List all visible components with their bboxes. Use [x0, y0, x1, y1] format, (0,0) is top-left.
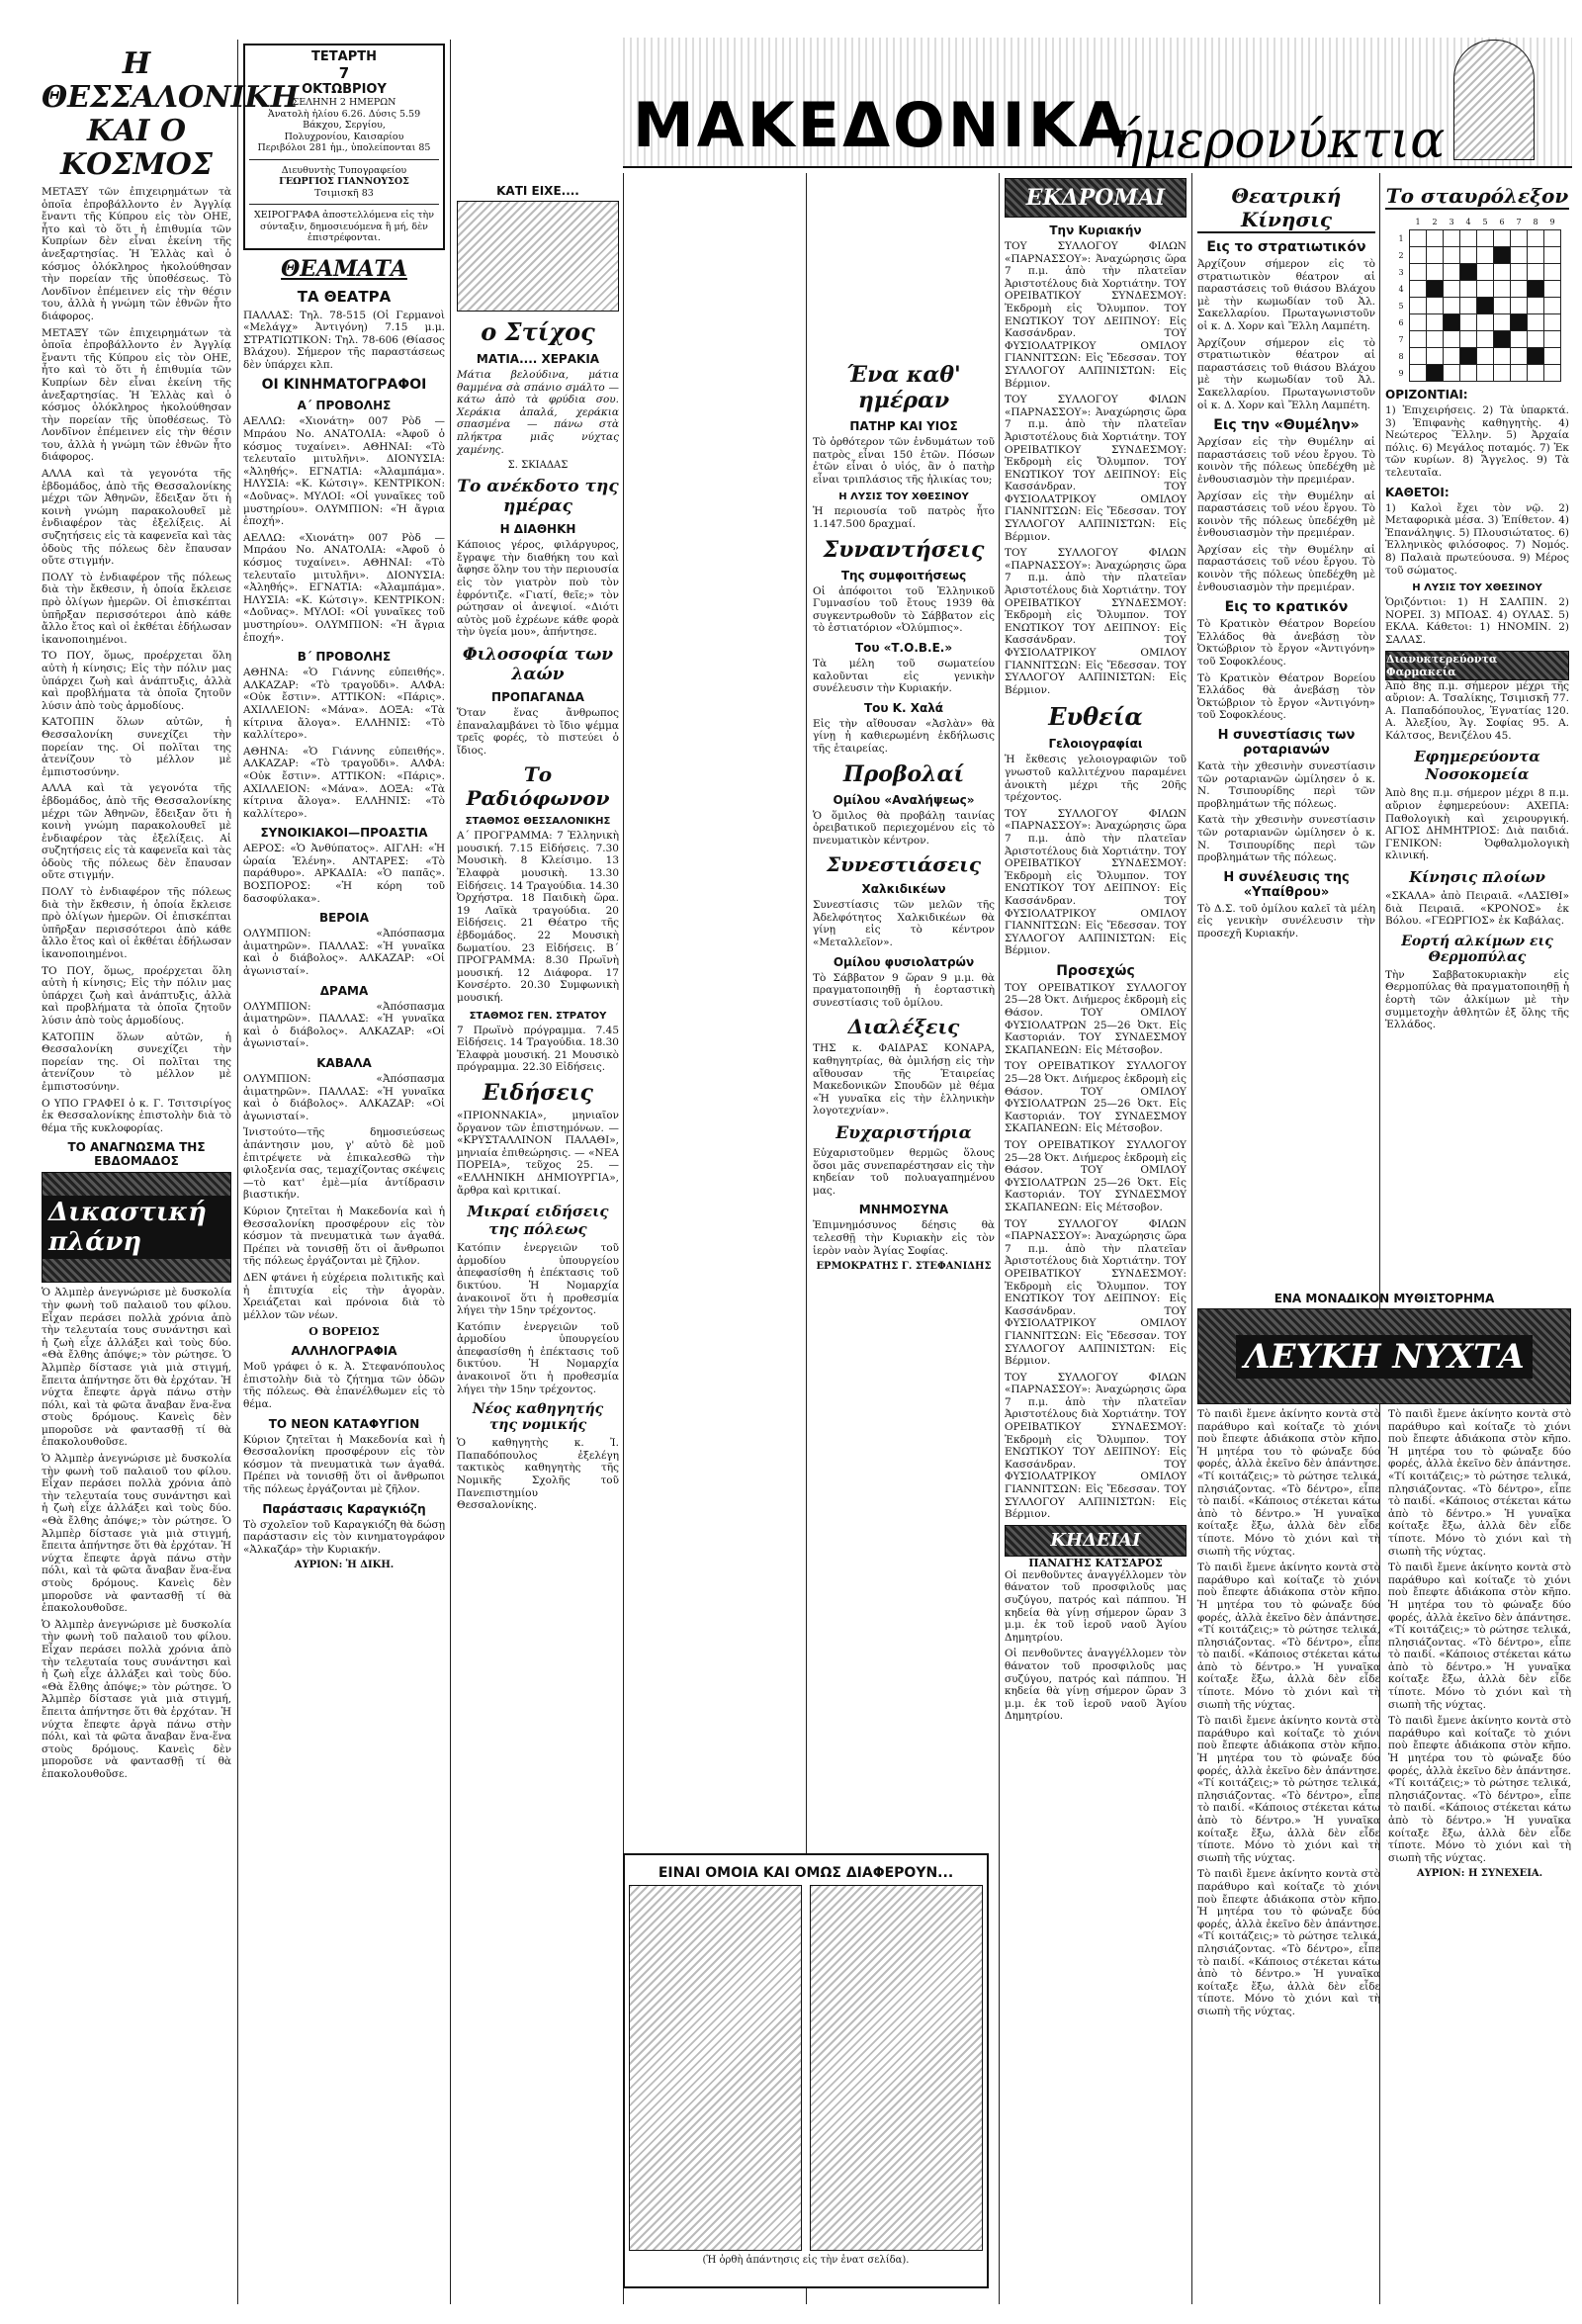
column-rule [237, 40, 238, 2304]
crossword-title: Το σταυρόλεξον [1385, 184, 1569, 208]
radio-text: Α΄ ΠΡΟΓΡΑΜΜΑ: 7 Ἑλληνικὴ μουσική. 7.15 Εἰδήσεις. 7.30 Μουσικὴ. 8 Κλείσιμο. 13 Ἐλαφρὰ μουσικὴ. 13.30 Εἰδήσεις. 14 Τραγούδια. 14.30 Ὀρχήστρα. 18 Παιδικὴ ὥρα. 19 Λαϊκὰ τραγούδια. 20 Εἰδήσεις. 21 Θέατρο τῆς ἐβδομάδος. 22 Μουσικὴ δωματίου. 23 Εἰδήσεις. Β΄ ΠΡΟΓΡΑΜΜΑ: 8.30 Πρωϊνὴ μουσική. 12 Διάφορα. 17 Κονσέρτο. 20.30 Συμφωνικὴ μουσική. [457, 830, 619, 1004]
theatres-heading: ΤΑ ΘΕΑΤΡΑ [297, 287, 392, 306]
spot-difference-box [623, 1853, 989, 2288]
military-theatre-heading: Εις το στρατιωτικόν [1206, 239, 1366, 255]
article-paragraph: Κύριον ζητεῖται ἡ Μακεδονία καὶ ἡ Θεσσαλονίκη προσφέρουν εἰς τὸν κόσμον τὰ πνευματικὰ των ἀγαθά. Πρέπει νὰ τονισθῇ ὅτι οἱ ἄνθρωποι τῆς πόλεως ἐργάζονται μὲ ζῆλον. [243, 1433, 445, 1496]
grid-cell[interactable] [1528, 331, 1544, 348]
grid-col-number: 1 [1415, 217, 1421, 226]
second-run-text: ΑΘΗΝΑ: «Ὁ Γιάννης εὐπειθής». ΑΛΚΑΖΑΡ: «Τὸ τραγοῦδι». ΑΛΦΑ: «Οὐκ ἔστιν». ΑΤΤΙΚΟΝ: «Πάρις». ΑΧΙΛΛΕΙΟΝ: «Μάνα». ΔΟΞΑ: «Τὰ κίτρινα ἄλογα». ΕΛΛΗΝΙΣ: «Τὸ καλλίτερο». [243, 667, 445, 742]
date-box [243, 44, 445, 250]
dinner-text: Τὸ Σάββατον 9 ὥραν 9 μ.μ. θὰ πραγματοποιηθῇ ἡ ἑορταστικὴ συνεστίασις τοῦ ὁμίλου. [813, 971, 995, 1009]
news-text: «ΠΡΙΟΝΝΑΚΙΑ», μηνιαῖον ὄργανον τῶν ἐπιστημόνων. — «ΚΡΥΣΤΑΛΛΙΝΟΝ ΠΑΛΑΘΙ», μηνιαία ἐπιθεώρησις. — «ΝΕΑ ΠΟΡΕΙΑ», τεῦχος 25. — «ΕΛΛΗΝΙΚΗ ΔΗΜΙΟΥΡΓΙΑ», ἄρθρα καὶ κριτικαί. [457, 1109, 619, 1197]
first-run-text: ΑΕΛΛΩ: «Χιονάτη» 007 Ρὸδ — Μπράου Νο. ΑΝΑΤΟΛΙΑ: «Ἀφοῦ ὁ κόσμος τυχαίνει». ΑΘΗΝΑΙ: «Τὸ τελευταῖο μιτυλῆνι». ΔΙΟΝΥΣΙΑ: «Ἀληθής». ΕΓΝΑΤΙΑ: «Ἀλαμπάμα». ΗΛΥΣΙΑ: «Κ. Κώτσιγ». ΚΕΝΤΡΙΚΟΝ: «Δοῦνας». ΜΥΛΟΙ: «Οἱ γυναῖκες τοῦ μυστηρίου». ΟΛΥΜΠΙΟΝ: «Ἡ ἄγρια ἐποχή». [243, 531, 445, 644]
serial-heading: ΤΟ ΑΝΑΓΝΩΣΜΑ ΤΗΣ ΕΒΔΟΜΑΔΟΣ [67, 1140, 206, 1169]
serial-text: Ὁ Ἀλμπὲρ ἀνεγνώρισε μὲ δυσκολία τὴν φωνὴ τοῦ παλαιοῦ του φίλου. Εἶχαν περάσει πολλὰ χρόνια ἀπὸ τὴν τελευταία τους συνάντησι καὶ ἡ ζωὴ εἶχε ἀλλάξει καὶ τοὺς δύο. «Θὰ ἔλθης ἀπόψε;» τὸν ρώτησε. Ὁ Ἀλμπὲρ δίστασε γιὰ μιὰ στιγμή, ἔπειτα ἀπήντησε ὅτι θὰ ἐρχόταν. Ἡ νύχτα ἔπεφτε ἀργὰ πάνω στὴν πόλι, καὶ τὰ φῶτα ἄναβαν ἕνα-ἕνα στοὺς δρόμους. Κανεὶς δὲν μποροῦσε νὰ φαντασθῇ τί θὰ ἐπακολουθοῦσε. [42, 1453, 231, 1615]
rotary-text: Κατὰ τὴν χθεσινὴν συνεστίασιν τῶν ροταριανῶν ὡμίλησεν ὁ κ. Ν. Τσιπουρίδης περὶ τῶν προβλημάτων τῆς πόλεως. [1197, 760, 1375, 810]
almanac-line: Ἀνατολὴ ἡλίου 6.26. Δύσις 5.59 [267, 108, 421, 120]
province-text: ΟΛΥΜΠΙΟΝ: «Ἀπόσπασμα ἀιματηρῶν». ΠΑΛΛΑΣ: «Ἡ γυναῖκα καὶ ὁ διάβολος». ΑΛΚΑΖΑΡ: «Οἱ ἀγωνισταί». [243, 1000, 445, 1050]
novel-text: Τὸ παιδὶ ἔμενε ἀκίνητο κοντὰ στὸ παράθυρο καὶ κοίταζε τὸ χιόνι ποὺ ἔπεφτε ἀδιάκοπα στὸν κῆπο. Ἡ μητέρα του τὸ φώναξε δύο φορές, ἀλλὰ ἐκεῖνο δὲν ἀπάντησε. «Τί κοιτάζεις;» τὸ ρώτησε τελικά, πλησιάζοντας. «Τὸ δέντρο», εἶπε τὸ παιδί. «Κάποιος στέκεται κάτω ἀπὸ τὸ δέντρο.» Ἡ γυναῖκα κοίταξε ἔξω, ἀλλὰ δὲν εἶδε τίποτε. Μόνο τὸ χιόνι καὶ τὴ σιωπὴ τῆς νύχτας. [1197, 1868, 1380, 2017]
novel-text: Τὸ παιδὶ ἔμενε ἀκίνητο κοντὰ στὸ παράθυρο καὶ κοίταζε τὸ χιόνι ποὺ ἔπεφτε ἀδιάκοπα στὸν κῆπο. Ἡ μητέρα του τὸ φώναξε δύο φορές, ἀλλὰ ἐκεῖνο δὲν ἀπάντησε. «Τί κοιτάζεις;» τὸ ρώτησε τελικά, πλησιάζοντας. «Τὸ δέντρο», εἶπε τὸ παιδί. «Κάποιος στέκεται κάτω ἀπὸ τὸ δέντρο.» Ἡ γυναῖκα κοίταξε ἔξω, ἀλλὰ δὲν εἶδε τίποτε. Μόνο τὸ χιόνι καὶ τὴ σιωπὴ τῆς νύχτας. [1197, 1562, 1380, 1711]
caricatures-heading: Γελοιογραφίαι [1048, 737, 1143, 752]
signature: Ο ΒΟΡΕΙΟΣ [308, 1325, 380, 1339]
grid-row-number: 9 [1398, 368, 1404, 378]
excursions-text: ΤΟΥ ΣΥΛΛΟΓΟΥ ΦΙΛΩΝ «ΠΑΡΝΑΣΣΟΥ»: Ἀναχώρησις ὥρα 7 π.μ. ἀπὸ τὴν πλατεῖαν Ἀριστοτέλους διὰ Χορτιάτην. ΤΟΥ ΟΡΕΙΒΑΤΙΚΟΥ ΣΥΝΔΕΣΜΟΥ: Ἐκδρομὴ εἰς Ὄλυμπον. ΤΟΥ ΕΝΩΤΙΚΟΥ ΤΟΥ ΔΕΙΠΝΟΥ: Εἰς Κασσάνδραν. ΤΟΥ ΦΥΣΙΟΛΑΤΡΙΚΟΥ ΟΜΙΛΟΥ ΓΙΑΝΝΙΤΣΩΝ: Εἰς Ἔδεσσαν. ΤΟΥ ΣΥΛΛΟΓΟΥ ΑΛΠΙΝΙΣΤΩΝ: Εἰς Βέρμιον. [1005, 240, 1186, 390]
daily-text: Τὸ ὀρθότερον τῶν ἐνδυμάτων τοῦ πατρὸς εἶναι 150 ἐτῶν. Πόσων ἐτῶν εἶναι ὁ υἱός, ἂν ὁ πατὴρ εἶναι τριπλάσιος τῆς ἡλικίας του; [813, 436, 995, 486]
grid-cell[interactable] [1410, 264, 1427, 281]
verse-title: ο Στίχος [481, 317, 595, 346]
grid-cell[interactable] [1444, 365, 1460, 382]
veria-heading: ΒΕΡΟΙΑ [318, 911, 370, 926]
excursions-text: ΤΟΥ ΣΥΛΛΟΓΟΥ ΦΙΛΩΝ «ΠΑΡΝΑΣΣΟΥ»: Ἀναχώρησις ὥρα 7 π.μ. ἀπὸ τὴν πλατεῖαν Ἀριστοτέλους διὰ Χορτιάτην. ΤΟΥ ΟΡΕΙΒΑΤΙΚΟΥ ΣΥΝΔΕΣΜΟΥ: Ἐκδρομὴ εἰς Ὄλυμπον. ΤΟΥ ΕΝΩΤΙΚΟΥ ΤΟΥ ΔΕΙΠΝΟΥ: Εἰς Κασσάνδραν. ΤΟΥ ΦΥΣΙΟΛΑΤΡΙΚΟΥ ΟΜΙΛΟΥ ΓΙΑΝΝΙΤΣΩΝ: Εἰς Ἔδεσσαν. ΤΟΥ ΣΥΛΛΟΓΟΥ ΑΛΠΙΝΙΣΤΩΝ: Εἰς Βέρμιον. [1005, 1371, 1186, 1521]
daily-subtitle: ΠΑΤΗΡ ΚΑΙ ΥΙΟΣ [849, 419, 958, 433]
screening-text: Ὁ ὅμιλος θὰ προβάλῃ ταινίας ὀρειβατικοῦ περιεχομένου εἰς τὸ πνευματικὸν κέντρον. [813, 809, 995, 847]
dinner-heading: Χαλκιδικέων [861, 882, 946, 897]
typo-line: ΓΕΩΡΓΙΟΣ ΓΙΑΝΝΟΥΣΟΣ [279, 176, 409, 187]
lecture-text: ΤΗΣ κ. ΦΑΙΔΡΑΣ ΚΟΝΑΡΑ, καθηγητρίας, θὰ ὁμιλήσῃ εἰς τὴν αἴθουσαν τῆς Ἑταιρείας Μακεδονικῶν Σπουδῶν μὲ θέμα «Ἡ γυναῖκα εἰς τὴν ἑλληνικὴν λογοτεχνίαν». [813, 1042, 995, 1117]
second-run-text: ΑΘΗΝΑ: «Ὁ Γιάννης εὐπειθής». ΑΛΚΑΖΑΡ: «Τὸ τραγοῦδι». ΑΛΦΑ: «Οὐκ ἔστιν». ΑΤΤΙΚΟΝ: «Πάρις». ΑΧΙΛΛΕΙΟΝ: «Μάνα». ΔΟΞΑ: «Τὰ κίτρινα ἄλογα». ΕΛΛΗΝΙΣ: «Τὸ καλλίτερο». [243, 745, 445, 820]
grid-row-number: 4 [1398, 284, 1404, 294]
grid-cell[interactable] [1544, 331, 1561, 348]
article-paragraph: ΑΛΛΑ καὶ τὰ γεγονότα τῆς ἑβδομάδος, ἀπὸ τῆς Θεσσαλονίκης μέχρι τῶν Ἀθηνῶν, ἔδειξαν ὅτι ἡ κοινὴ γνώμη παρακολουθεῖ μὲ ἐνδιαφέρον τὰς ἐξελίξεις. Αἱ συζητήσεις εἰς τὰ καφενεῖα καὶ τὰς ὁδοὺς τῆς πόλεως δὲν ἔπαυσαν οὔτε στιγμήν. [42, 782, 231, 882]
dinners-title: Συνεστιάσεις [826, 852, 982, 877]
military-theatre-text: Ἀρχίζουν σήμερον εἰς τὸ στρατιωτικὸν θέατρον αἱ παραστάσεις τοῦ θιάσου Βλάχου μὲ τὴν κωμωδίαν τοῦ Ἀλ. Σακελλαρίου. Πρωταγωνιστοῦν οἱ κ. Δ. Χορν καὶ Ἔλλη Λαμπέτη. [1197, 258, 1375, 332]
grid-cell[interactable] [1427, 281, 1444, 298]
section-banner-script: ήμερονύκτια [1112, 111, 1446, 170]
down-clues: 1) Καλοὶ ἔχει τὸν νῷ. 2) Μεταφορικὰ μέσα. 3) Ἐπίθετον. 4) Ἐπανάληψις. 5) Πλουσιώτατος. 6) Ἑλληνικὸς φιλόσοφος. 7) Νομός. 8) Παλαιὰ πρωτεύουσα. 9) Μέρος τοῦ σώματος. [1385, 501, 1569, 577]
grid-cell[interactable] [1410, 348, 1427, 365]
thymeli-heading: Εις την «Θυμέλην» [1213, 417, 1360, 434]
grid-cell[interactable] [1444, 314, 1460, 331]
grid-col-number: 9 [1549, 217, 1555, 226]
across-heading: ΟΡΙΖΟΝΤΙΑΙ: [1385, 388, 1468, 402]
grid-cell[interactable] [1511, 314, 1528, 331]
funeral-text: Οἱ πενθοῦντες ἀναγγέλλομεν τὸν θάνατον τοῦ προσφιλοῦς μας συζύγου, πατρός καὶ πάππου. Ἡ κηδεία θὰ γίνῃ σήμερον ὥραν 3 μ.μ. ἐκ τοῦ ἱεροῦ ναοῦ Ἁγίου Δημητρίου. [1005, 1648, 1186, 1723]
manuscripts-note: ΧΕΙΡΟΓΡΑΦΑ ἀποστελλόμενα εἰς τὴν σύνταξιν, δημοσιευόμενα ἢ μή, δὲν ἐπιστρέφονται. [254, 210, 434, 243]
first-run-heading: Α΄ ΠΡΟΒΟΛΗΣ [297, 399, 392, 413]
upcoming-heading: Προσεχώς [1056, 962, 1135, 979]
serial-title-art [42, 1172, 231, 1283]
puzzle-image-right [810, 1885, 983, 2251]
excursions-text: ΤΟΥ ΣΥΛΛΟΓΟΥ ΦΙΛΩΝ «ΠΑΡΝΑΣΣΟΥ»: Ἀναχώρησις ὥρα 7 π.μ. ἀπὸ τὴν πλατεῖαν Ἀριστοτέλους διὰ Χορτιάτην. ΤΟΥ ΟΡΕΙΒΑΤΙΚΟΥ ΣΥΝΔΕΣΜΟΥ: Ἐκδρομὴ εἰς Ὄλυμπον. ΤΟΥ ΕΝΩΤΙΚΟΥ ΤΟΥ ΔΕΙΠΝΟΥ: Εἰς Κασσάνδραν. ΤΟΥ ΦΥΣΙΟΛΑΤΡΙΚΟΥ ΟΜΙΛΟΥ ΓΙΑΝΝΙΤΣΩΝ: Εἰς Ἔδεσσαν. ΤΟΥ ΣΥΛΛΟΓΟΥ ΑΛΠΙΝΙΣΤΩΝ: Εἰς Βέρμιον. [1005, 547, 1186, 696]
grid-cell[interactable] [1544, 264, 1561, 281]
solution-text: Ἡ περιουσία τοῦ πατρὸς ἦτο 1.147.500 δραχμαί. [813, 505, 995, 530]
philosophy-subtitle: ΠΡΟΠΑΓΑΝΔΑ [491, 689, 584, 704]
theatres-text: ΠΑΛΛΑΣ: Τηλ. 78-515 (Οἱ Γερμανοὶ «Μελάγχ» Ἀντιγόνη) 7.15 μ.μ. ΣΤΡΑΤΙΩΤΙΚΟΝ: Τηλ. 78-606 (Θίασος Βλάχου). Σήμερον τῆς παραστάσεως δὲν ὑπάρχει κλπ. [243, 309, 445, 371]
column-thessaloniki [42, 40, 299, 2304]
crossword-solution-heading: Η ΛΥΣΙΣ ΤΟΥ ΧΘΕΣΙΝΟΥ [1412, 582, 1542, 594]
novel-sign: ΑΥΡΙΟΝ: Η ΣΥΝΕΧΕΙΑ. [1416, 1868, 1543, 1880]
grid-cell[interactable] [1460, 298, 1477, 314]
shows-heading: ΘΕΑΜΑΤΑ [281, 255, 407, 282]
state-theatre-text: Τὸ Κρατικὸν Θέατρον Βορείου Ἑλλάδος θὰ ἀνεβάσῃ τὸν Ὀκτώβριον τὸ ἔργον «Ἀντιγόνη» τοῦ Σοφοκλέους. [1197, 671, 1375, 722]
suburbs-text: ΑΕΡΟΣ: «Ὁ Ἀνθύπατος». ΑΙΓΛΗ: «Ἡ ὡραία Ἑλένη». ΑΝΤΑΡΕΣ: «Τὸ παράθυρο». ΑΡΚΑΔΙΑ: «Ὁ παπᾶς». ΒΟΣΠΟΡΟΣ: «Ἡ κόρη τοῦ δασοφύλακα». [243, 843, 445, 905]
date-day: ΤΕΤΑΡΤΗ [311, 49, 377, 64]
grid-col-number: 4 [1465, 217, 1471, 226]
rotary-text: Κατὰ τὴν χθεσινὴν συνεστίασιν τῶν ροταριανῶν ὡμίλησεν ὁ κ. Ν. Τσιπουρίδης περὶ τῶν προβλημάτων τῆς πόλεως. [1197, 814, 1375, 864]
grid-cell[interactable] [1444, 247, 1460, 264]
state-theatre-heading: Εις το κρατικόν [1224, 599, 1349, 616]
grid-col-number: 6 [1499, 217, 1505, 226]
grid-cell[interactable] [1477, 264, 1494, 281]
grid-cell[interactable] [1460, 365, 1477, 382]
article-paragraph: ΚΑΤΟΠΙΝ ὅλων αὐτῶν, ἡ Θεσσαλονίκη συνεχίζει τὴν πορείαν της. Οἱ πολῖται της ἀτενίζουν τὸ μέλλον μὲ ἐμπιστοσύνην. [42, 716, 231, 778]
crossword-grid [1393, 214, 1561, 382]
down-heading: ΚΑΘΕΤΟΙ: [1385, 485, 1450, 499]
grid-cell[interactable] [1444, 230, 1460, 247]
meeting-text: Τὰ μέλη τοῦ σωματείου καλοῦνται εἰς γενικὴν συνέλευσιν τὴν Κυριακήν. [813, 657, 995, 695]
army-station-heading: ΣΤΑΘΜΟΣ ΓΕΝ. ΣΤΡΑΤΟΥ [469, 1010, 607, 1022]
grid-cell[interactable] [1427, 298, 1444, 314]
column-excursions [1005, 178, 1186, 2304]
grid-cell[interactable] [1528, 365, 1544, 382]
serial-sign: ΑΥΡΙΟΝ: Ἡ ΔΙΚΗ. [294, 1560, 395, 1571]
upcoming-text: ΤΟΥ ΟΡΕΙΒΑΤΙΚΟΥ ΣΥΛΛΟΓΟΥ 25—28 Ὀκτ. Διήμερος ἐκδρομὴ εἰς Θάσον. ΤΟΥ ΟΜΙΛΟΥ ΦΥΣΙΟΛΑΤΡΩΝ 25—26 Ὀκτ. Εἰς Καστοριάν. ΤΟΥ ΣΥΝΔΕΣΜΟΥ ΣΚΑΠΑΝΕΩΝ: Εἰς Μέτσοβον. [1005, 1139, 1186, 1213]
almanac-line: Περιβόλοι 281 ἡμ., ὑπολείπονται 85 [257, 142, 431, 153]
divider [249, 159, 439, 160]
grid-cell[interactable] [1528, 230, 1544, 247]
pharmacies-title: Διανυκτερεύοντα Φαρμακεία [1386, 652, 1498, 678]
grid-cell[interactable] [1427, 348, 1444, 365]
meeting-text: Εἰς τὴν αἴθουσαν «Ἀσλὰν» θὰ γίνῃ ἡ καθιερωμένη ἐκδήλωσις τῆς ἑταιρείας. [813, 717, 995, 755]
grid-cell[interactable] [1477, 348, 1494, 365]
state-theatre-text: Τὸ Κρατικὸν Θέατρον Βορείου Ἑλλάδος θὰ ἀνεβάσῃ τὸν Ὀκτώβριον τὸ ἔργον «Ἀντιγόνη» τοῦ Σοφοκλέους. [1197, 618, 1375, 669]
thymeli-text: Ἀρχίσαν εἰς τὴν Θυμέλην αἱ παραστάσεις τοῦ νέου ἔργου. Τὸ κοινὸν τῆς πόλεως ὑπεδέχθη μὲ ἐνθουσιασμὸν τὴν πρεμιέραν. [1197, 543, 1375, 593]
memorial-name: ΕΡΜΟΚΡΑΤΗΣ Γ. ΣΤΕΦΑΝΙΔΗΣ [816, 1261, 992, 1273]
philosophy-title: Φιλοσοφία των λαών [462, 644, 614, 684]
military-theatre-text: Ἀρχίζουν σήμερον εἰς τὸ στρατιωτικὸν θέατρον αἱ παραστάσεις τοῦ θιάσου Βλάχου μὲ τὴν κωμωδίαν τοῦ Ἀλ. Σακελλαρίου. Πρωταγωνιστοῦν οἱ κ. Δ. Χορν καὶ Ἔλλη Λαμπέτη. [1197, 336, 1375, 411]
article-paragraph: ΤΟ ΠΟΥ, ὅμως, προέρχεται ὅλη αὐτὴ ἡ κίνησις; Εἰς τὴν πόλιν μας ὑπάρχει ζωὴ καὶ ἀνάπτυξις, ἀλλὰ καὶ προβλήματα τὰ ὁποῖα ζητοῦν λύσιν ἀπὸ τοὺς ἁρμοδίους. [42, 964, 231, 1027]
ships-text: «ΣΚΑΛΑ» ἀπὸ Πειραιᾶ. «ΛΑΣΙΘΙ» διὰ Πειραιᾶ. «ΚΡΟΝΟΣ» ἐκ Βόλου. «ΓΕΩΡΓΙΟΣ» ἐκ Καβάλας. [1385, 890, 1569, 928]
grid-cell[interactable] [1477, 298, 1494, 314]
screening-heading: Ομίλου «Αναλήψεως» [833, 792, 975, 807]
grid-cell[interactable] [1494, 230, 1511, 247]
grid-cell[interactable] [1460, 247, 1477, 264]
column-date-and-shows [243, 40, 445, 2304]
grid-cell[interactable] [1511, 331, 1528, 348]
ypaithros-text: Τὸ Δ.Σ. τοῦ ὁμίλου καλεῖ τὰ μέλη εἰς γενικὴν συνέλευσιν τὴν προσεχῆ Κυριακήν. [1197, 902, 1375, 939]
article-paragraph: ΔΕΝ φτάνει ἡ εὐχέρεια πολιτικῆς καὶ ἡ ἐπιτυχία εἰς τὴν ἀγορὰν. Χρειάζεται καὶ πρόνοια διὰ τὸ μέλλον τῶν νέων. [243, 1271, 445, 1321]
letters-text: Μοῦ γράφει ὁ κ. Ἀ. Στεφανόπουλος ἐπιστολὴν διὰ τὸ ζήτημα τῶν ὁδῶν τῆς πόλεως. Θὰ ἐπανέλθωμεν εἰς τὸ θέμα. [243, 1361, 445, 1411]
grid-cell[interactable] [1494, 314, 1511, 331]
grid-cell[interactable] [1427, 247, 1444, 264]
grid-cell[interactable] [1477, 247, 1494, 264]
grid-row-number: 3 [1398, 267, 1404, 277]
hospitals-title: Εφημερεύοντα Νοσοκομεία [1414, 748, 1540, 784]
excursions-text: ΤΟΥ ΣΥΛΛΟΓΟΥ ΦΙΛΩΝ «ΠΑΡΝΑΣΣΟΥ»: Ἀναχώρησις ὥρα 7 π.μ. ἀπὸ τὴν πλατεῖαν Ἀριστοτέλους διὰ Χορτιάτην. ΤΟΥ ΟΡΕΙΒΑΤΙΚΟΥ ΣΥΝΔΕΣΜΟΥ: Ἐκδρομὴ εἰς Ὄλυμπον. ΤΟΥ ΕΝΩΤΙΚΟΥ ΤΟΥ ΔΕΙΠΝΟΥ: Εἰς Κασσάνδραν. ΤΟΥ ΦΥΣΙΟΛΑΤΡΙΚΟΥ ΟΜΙΛΟΥ ΓΙΑΝΝΙΤΣΩΝ: Εἰς Ἔδεσσαν. ΤΟΥ ΣΥΛΛΟΓΟΥ ΑΛΠΙΝΙΣΤΩΝ: Εἰς Βέρμιον. [1005, 394, 1186, 543]
professor-text: Ὁ καθηγητὴς κ. Ἰ. Παπαδόπουλος ἐξελέγη τακτικὸς καθηγητὴς τῆς Νομικῆς Σχολῆς τοῦ Πανεπιστημίου Θεσσαλονίκης. [457, 1437, 619, 1512]
city-news-text: Κατόπιν ἐνεργειῶν τοῦ ἁρμοδίου ὑπουργείου ἀπεφασίσθη ἡ ἐπέκτασις τοῦ δικτύου. Ἡ Νομαρχία ἀνακοινοῖ ὅτι ἡ προθεσμία λήγει τὴν 15ην τρέχοντος. [457, 1242, 619, 1317]
grid-row-number: 2 [1398, 250, 1404, 260]
article-paragraph: Ο ΥΠΟ ΓΡΑΦΕΙ ὁ κ. Γ. Τσιτσιρίγος ἐκ Θεσσαλονίκης ἐπιστολὴν διὰ τὸ θέμα τῆς κυκλοφορίας. [42, 1097, 231, 1134]
grid-cell[interactable] [1427, 230, 1444, 247]
grid-cell[interactable] [1427, 264, 1444, 281]
typo-line: Τσιμισκῆ 83 [314, 187, 374, 199]
novel-title-art [1197, 1308, 1571, 1404]
novel-text: Τὸ παιδὶ ἔμενε ἀκίνητο κοντὰ στὸ παράθυρο καὶ κοίταζε τὸ χιόνι ποὺ ἔπεφτε ἀδιάκοπα στὸν κῆπο. Ἡ μητέρα του τὸ φώναξε δύο φορές, ἀλλὰ ἐκεῖνο δὲν ἀπάντησε. «Τί κοιτάζεις;» τὸ ρώτησε τελικά, πλησιάζοντας. «Τὸ δέντρο», εἶπε τὸ παιδί. «Κάποιος στέκεται κάτω ἀπὸ τὸ δέντρο.» Ἡ γυναῖκα κοίταξε ἔξω, ἀλλὰ δὲν εἶδε τίποτε. Μόνο τὸ χιόνι καὶ τὴ σιωπὴ τῆς νύχτας. [1388, 1408, 1571, 1558]
festival-text: Τὴν Σαββατοκυριακὴν εἰς Θερμοπύλας θὰ πραγματοποιηθῇ ἡ ἑορτὴ τῶν ἀλκίμων μὲ τὴν συμμετοχὴν ἀθλητῶν ἐξ ὅλης τῆς Ἑλλάδος. [1385, 968, 1569, 1031]
grid-col-number: 8 [1533, 217, 1538, 226]
article-paragraph: ΜΕΤΑΞΥ τῶν ἐπιχειρημάτων τὰ ὁποῖα ἐπροβάλλοντο ἐν Ἀγγλίᾳ ἔναντι τῆς Κύπρου εἰς τὸν ΟΗΕ, ἦτο καὶ τὸ ὅτι ἡ ἐπιθυμία τῶν Κυπρίων δὲν εἶναι ἐκείνη τῆς ἀνεξαρτησίας. Ἡ Ἑλλὰς καὶ ὁ κόσμος ὁλόκληρος ἠκολούθησαν τὴν πορείαν τῆς ὑποθέσεως. Τὸ Λονδῖνον ἐπέμεινεν εἰς τὴν θέσιν του, ἀλλὰ ἡ γνώμη τῶν ἐθνῶν ἦτο διάφορος. [42, 186, 231, 322]
grid-cell[interactable] [1444, 348, 1460, 365]
grid-row-number: 6 [1398, 317, 1404, 327]
grid-cell[interactable] [1410, 281, 1427, 298]
article-paragraph: ΤΟ ΠΟΥ, ὅμως, προέρχεται ὅλη αὐτὴ ἡ κίνησις; Εἰς τὴν πόλιν μας ὑπάρχει ζωὴ καὶ ἀνάπτυξις, ἀλλὰ καὶ προβλήματα τὰ ὁποῖα ζητοῦν λύσιν ἀπὸ τοὺς ἁρμοδίους. [42, 650, 231, 712]
column-rule [1191, 173, 1192, 2304]
lectures-title: Διαλέξεις [847, 1015, 960, 1039]
puzzle-caption: (Ἡ ὀρθὴ ἀπάντησις εἰς τὴν ἑνατ σελίδα). [702, 2255, 910, 2266]
across-clues: 1) Ἐπιχειρήσεις. 2) Τὰ ὑπαρκτά. 3) Ἐπιφανὴς καθηγητὴς. 4) Νεώτερος Ἕλλην. 5) Ἀρχαία πόλις. 6) Μεγάλος ποταμός. 7) Ἐκ τῶν κυρίων. 8) Ἄγγελος. 9) Τὰ τελευταῖα. [1385, 404, 1569, 479]
grid-cell[interactable] [1477, 331, 1494, 348]
pharmacies-text: Ἀπὸ 8ης π.μ. σήμερον μέχρι τῆς αὔριον: Α. Τσαλίκης, Τσιμισκῆ 77. Α. Παπαδόπουλος, Ἐγνατίας 120. Α. Ἀλεξίου, Ἁγ. Σοφίας 95. Α. Κάλτσος, Βενιζέλου 45. [1385, 679, 1569, 742]
philosophy-text: Ὅταν ἕνας ἄνθρωπος ἐπαναλαμβάνει τὸ ἴδιο ψέμμα τρεῖς φορές, τὸ πιστεύει ὁ ἴδιος. [457, 706, 619, 757]
novel-title: ΛΕΥΚΗ ΝΥΧΤΑ [1236, 1335, 1533, 1379]
column-daily [813, 356, 995, 1839]
grid-col-number: 2 [1432, 217, 1438, 226]
grid-cell[interactable] [1494, 365, 1511, 382]
grid-cell[interactable] [1444, 281, 1460, 298]
city-news-text: Κατόπιν ἐνεργειῶν τοῦ ἁρμοδίου ὑπουργείου ἀπεφασίσθη ἡ ἐπέκτασις τοῦ δικτύου. Ἡ Νομαρχία ἀνακοινοῖ ὅτι ἡ προθεσμία λήγει τὴν 15ην τρέχοντος. [457, 1320, 619, 1395]
grid-cell[interactable] [1494, 298, 1511, 314]
daily-title: Ένα καθ' ημέραν [846, 362, 961, 413]
thanks-title: Ευχαριστήρια [835, 1123, 972, 1143]
novel-text: Τὸ παιδὶ ἔμενε ἀκίνητο κοντὰ στὸ παράθυρο καὶ κοίταζε τὸ χιόνι ποὺ ἔπεφτε ἀδιάκοπα στὸν κῆπο. Ἡ μητέρα του τὸ φώναξε δύο φορές, ἀλλὰ ἐκεῖνο δὲν ἀπάντησε. «Τί κοιτάζεις;» τὸ ρώτησε τελικά, πλησιάζοντας. «Τὸ δέντρο», εἶπε τὸ παιδί. «Κάποιος στέκεται κάτω ἀπὸ τὸ δέντρο.» Ἡ γυναῖκα κοίταξε ἔξω, ἀλλὰ δὲν εἶδε τίποτε. Μόνο τὸ χιόνι καὶ τὴ σιωπὴ τῆς νύχτας. [1388, 1715, 1571, 1864]
second-run-heading: Β΄ ΠΡΟΒΟΛΗΣ [297, 650, 392, 665]
novel-text: Τὸ παιδὶ ἔμενε ἀκίνητο κοντὰ στὸ παράθυρο καὶ κοίταζε τὸ χιόνι ποὺ ἔπεφτε ἀδιάκοπα στὸν κῆπο. Ἡ μητέρα του τὸ φώναξε δύο φορές, ἀλλὰ ἐκεῖνο δὲν ἀπάντησε. «Τί κοιτάζεις;» τὸ ρώτησε τελικά, πλησιάζοντας. «Τὸ δέντρο», εἶπε τὸ παιδί. «Κάποιος στέκεται κάτω ἀπὸ τὸ δέντρο.» Ἡ γυναῖκα κοίταξε ἔξω, ἀλλὰ δὲν εἶδε τίποτε. Μόνο τὸ χιόνι καὶ τὴ σιωπὴ τῆς νύχτας. [1197, 1408, 1380, 1558]
grid-cell[interactable] [1444, 264, 1460, 281]
caricatures-text: Ἡ ἔκθεσις γελοιογραφιῶν τοῦ γνωστοῦ καλλιτέχνου παραμένει ἀνοικτὴ μέχρι τῆς 20ῆς τρέχοντος. [1005, 754, 1186, 804]
column-rule [999, 173, 1000, 2304]
grid-cell[interactable] [1494, 247, 1511, 264]
grid-cell[interactable] [1494, 348, 1511, 365]
pharmacies-title-art [1385, 651, 1569, 680]
serial-text: Ὁ Ἀλμπὲρ ἀνεγνώρισε μὲ δυσκολία τὴν φωνὴ τοῦ παλαιοῦ του φίλου. Εἶχαν περάσει πολλὰ χρόνια ἀπὸ τὴν τελευταία τους συνάντησι καὶ ἡ ζωὴ εἶχε ἀλλάξει καὶ τοὺς δύο. «Θὰ ἔλθης ἀπόψε;» τὸν ρώτησε. Ὁ Ἀλμπὲρ δίστασε γιὰ μιὰ στιγμή, ἔπειτα ἀπήντησε ὅτι θὰ ἐρχόταν. Ἡ νύχτα ἔπεφτε ἀργὰ πάνω στὴν πόλι, καὶ τὰ φῶτα ἄναβαν ἕνα-ἕνα στοὺς δρόμους. Κανεὶς δὲν μποροῦσε νὰ φαντασθῇ τί θὰ ἐπακολουθοῦσε. [42, 1287, 231, 1449]
grid-cell[interactable] [1460, 314, 1477, 331]
meeting-heading: Της συμφοιτήσεως [840, 568, 967, 582]
column-title [42, 46, 299, 182]
grid-cell[interactable] [1511, 365, 1528, 382]
grid-cell[interactable] [1544, 298, 1561, 314]
typo-line: Διευθυντὴς Τυπογραφείου [281, 164, 407, 176]
date-month: ΟΚΤΩΒΡΙΟΥ [302, 82, 387, 97]
novel-text: Τὸ παιδὶ ἔμενε ἀκίνητο κοντὰ στὸ παράθυρο καὶ κοίταζε τὸ χιόνι ποὺ ἔπεφτε ἀδιάκοπα στὸν κῆπο. Ἡ μητέρα του τὸ φώναξε δύο φορές, ἀλλὰ ἐκεῖνο δὲν ἀπάντησε. «Τί κοιτάζεις;» τὸ ρώτησε τελικά, πλησιάζοντας. «Τὸ δέντρο», εἶπε τὸ παιδί. «Κάποιος στέκεται κάτω ἀπὸ τὸ δέντρο.» Ἡ γυναῖκα κοίταξε ἔξω, ἀλλὰ δὲν εἶδε τίποτε. Μόνο τὸ χιόνι καὶ τὴ σιωπὴ τῆς νύχτας. [1197, 1715, 1380, 1864]
thymeli-text: Ἀρχίσαν εἰς τὴν Θυμέλην αἱ παραστάσεις τοῦ νέου ἔργου. Τὸ κοινὸν τῆς πόλεως ὑπεδέχθη μὲ ἐνθουσιασμὸν τὴν πρεμιέραν. [1197, 436, 1375, 486]
grid-col-number: 3 [1449, 217, 1454, 226]
grid-row-number: 8 [1398, 351, 1404, 361]
grid-cell[interactable] [1494, 331, 1511, 348]
grid-cell[interactable] [1444, 298, 1460, 314]
karagiozis-text: Τὸ σχολεῖον τοῦ Καραγκιόζη θὰ δώσῃ παράστασιν εἰς τὸν κινηματογράφον «Ἀλκαζάρ» τὴν Κυριακήν. [243, 1518, 445, 1556]
column-title-line: ΚΑΙ Ο ΚΟΣΜΟΣ [60, 114, 213, 182]
grid-row-number: 7 [1398, 334, 1404, 344]
grid-cell[interactable] [1544, 314, 1561, 331]
cartoon-art [457, 201, 619, 312]
anecdote-subtitle: Η ΔΙΑΘΗΚΗ [499, 522, 576, 537]
grid-cell[interactable] [1511, 230, 1528, 247]
grid-cell[interactable] [1444, 331, 1460, 348]
novel-section [1197, 1286, 1571, 2304]
article-paragraph: ΑΛΛΑ καὶ τὰ γεγονότα τῆς ἑβδομάδος, ἀπὸ τῆς Θεσσαλονίκης μέχρι τῶν Ἀθηνῶν, ἔδειξαν ὅτι ἡ κοινὴ γνώμη παρακολουθεῖ μὲ ἐνδιαφέρον τὰς ἐξελίξεις. Αἱ συζητήσεις εἰς τὰ καφενεῖα καὶ τὰς ὁδοὺς τῆς πόλεως δὲν ἔπαυσαν οὔτε στιγμήν. [42, 468, 231, 568]
article-paragraph: ΠΟΛΥ τὸ ἐνδιαφέρον τῆς πόλεως διὰ τὴν ἔκθεσιν, ἡ ὁποία ἔκλεισε πρὸ ὀλίγων ἡμερῶν. Οἱ ἐπισκέπται ὑπῆρξαν περισσότεροι ἀπὸ κάθε ἄλλο ἔτος καὶ οἱ ἐκθέται ἐδήλωσαν ἱκανοποιημένοι. [42, 886, 231, 961]
grid-cell[interactable] [1410, 247, 1427, 264]
white-tower-art [1453, 40, 1535, 160]
verse-author: Σ. ΣΚΙΑΔΑΣ [507, 460, 569, 472]
grid-cell[interactable] [1477, 281, 1494, 298]
grid-row-number: 5 [1398, 301, 1404, 311]
hospitals-text: Ἀπὸ 8ης π.μ. σήμερον μέχρι 8 π.μ. αὔριον ἐφημερεύουν: ΑΧΕΠΑ: Παθολογικὴ καὶ χειρουργική. ΑΓΙΟΣ ΔΗΜΗΤΡΙΟΣ: Διὰ παιδιά. ΓΕΝΙΚΟΝ: Ὀφθαλμολογικὴ κλινική. [1385, 787, 1569, 862]
puzzle-image-left [629, 1885, 802, 2251]
grid-cell[interactable] [1544, 230, 1561, 247]
column-rule [450, 40, 451, 2304]
dinner-heading: Ομίλου φυσιολατρών [833, 954, 975, 969]
grid-cell[interactable] [1528, 281, 1544, 298]
grid-cell[interactable] [1511, 247, 1528, 264]
rotary-heading: Η συνεστίασις των ροταριανών [1217, 728, 1356, 758]
meeting-heading: Του Κ. Χαλά [863, 700, 944, 715]
grid-cell[interactable] [1460, 230, 1477, 247]
grid-cell[interactable] [1460, 281, 1477, 298]
funeral-name: ΠΑΝΑΓΗΣ ΚΑΤΣΑΡΟΣ [1028, 1556, 1163, 1569]
verse-text: Μάτια βελούδινα, μάτια θαμμένα σὰ σπάνιο σμάλτο — κάτω ἀπὸ τὰ φρύδια σου. Χεράκια ἁπαλά, χεράκια σπασμένα — πάνω στὰ πλήκτρα μιᾶς νύχτας χαμένης. [457, 369, 619, 456]
grid-row-number: 1 [1398, 233, 1404, 243]
anecdote-title: Το ανέκδοτο της ημέρας [457, 477, 619, 517]
sunday-heading: Την Κυριακήν [1049, 223, 1142, 237]
news-title: Ειδήσεις [483, 1079, 593, 1106]
funerals-title: ΚΗΔΕΙΑΙ [1050, 1530, 1141, 1552]
karagiozis-heading: Παράστασις Καραγκιόζη [262, 1501, 426, 1516]
city-news-title: Μικραί ειδήσεις της πόλεως [467, 1203, 609, 1239]
upcoming-text: ΤΟΥ ΟΡΕΙΒΑΤΙΚΟΥ ΣΥΛΛΟΓΟΥ 25—28 Ὀκτ. Διήμερος ἐκδρομὴ εἰς Θάσον. ΤΟΥ ΟΜΙΛΟΥ ΦΥΣΙΟΛΑΤΡΩΝ 25—26 Ὀκτ. Εἰς Καστοριάν. ΤΟΥ ΣΥΝΔΕΣΜΟΥ ΣΚΑΠΑΝΕΩΝ: Εἰς Μέτσοβον. [1005, 981, 1186, 1056]
grid-cell[interactable] [1528, 298, 1544, 314]
grid-cell[interactable] [1410, 314, 1427, 331]
radio-title: Το Ραδιόφωνον [466, 762, 610, 811]
grid-cell[interactable] [1410, 331, 1427, 348]
article-paragraph: ΜΕΤΑΞΥ τῶν ἐπιχειρημάτων τὰ ὁποῖα ἐπροβάλλοντο ἐν Ἀγγλίᾳ ἔναντι τῆς Κύπρου εἰς τὸν ΟΗΕ, ἦτο καὶ τὸ ὅτι ἡ ἐπιθυμία τῶν Κυπρίων δὲν εἶναι ἐκείνη τῆς ἀνεξαρτησίας. Ἡ Ἑλλὰς καὶ ὁ κόσμος ὁλόκληρος ἠκολούθησαν τὴν πορείαν τῆς ὑποθέσεως. Τὸ Λονδῖνον ἐπέμεινεν εἰς τὴν θέσιν του, ἀλλὰ ἡ γνώμη τῶν ἐθνῶν ἦτο διάφορος. [42, 326, 231, 464]
column-title-line: Η ΘΕΣΣΑΛΟΝΙΚΗ [42, 46, 299, 115]
grid-cell[interactable] [1460, 331, 1477, 348]
grid-cell[interactable] [1477, 230, 1494, 247]
grid-cell[interactable] [1410, 365, 1427, 382]
army-station-text: 7 Πρωϊνὸ πρόγραμμα. 7.45 Εἰδήσεις. 14 Τραγούδια. 18.30 Ἐλαφρὰ μουσική. 21 Μουσικὸ πρόγραμμα. 22.30 Εἰδήσεις. [457, 1024, 619, 1074]
excursions-title: ΕΚΔΡΟΜΑΙ [1025, 185, 1166, 211]
professor-title: Νέος καθηγητής της νομικής [472, 1401, 604, 1434]
article-paragraph: ΚΑΤΟΠΙΝ ὅλων αὐτῶν, ἡ Θεσσαλονίκη συνεχίζει τὴν πορείαν της. Οἱ πολῖται της ἀτενίζουν τὸ μέλλον μὲ ἐμπιστοσύνην. [42, 1030, 231, 1093]
excursions-title-art [1005, 178, 1186, 218]
thymeli-text: Ἀρχίσαν εἰς τὴν Θυμέλην αἱ παραστάσεις τοῦ νέου ἔργου. Τὸ κοινὸν τῆς πόλεως ὑπεδέχθη μὲ ἐνθουσιασμὸν τὴν πρεμιέραν. [1197, 490, 1375, 540]
grid-cell[interactable] [1410, 230, 1427, 247]
funerals-title-art [1005, 1525, 1186, 1557]
grid-cell[interactable] [1494, 281, 1511, 298]
grid-col-number: 7 [1516, 217, 1522, 226]
grid-cell[interactable] [1427, 365, 1444, 382]
theatre-movement-title: Θεατρική Κίνησις [1197, 184, 1375, 233]
grid-col-number: 5 [1482, 217, 1488, 226]
grid-cell[interactable] [1544, 348, 1561, 365]
grid-cell[interactable] [1544, 247, 1561, 264]
refuge-heading: ΤΟ ΝΕΟΝ ΚΑΤΑΦΥΓΙΟΝ [268, 1416, 420, 1431]
serial-title: Δικαστική πλάνη [43, 1196, 230, 1259]
kavala-heading: ΚΑΒΑΛΑ [316, 1056, 372, 1070]
grid-cell[interactable] [1494, 264, 1511, 281]
ypaithros-heading: Η συνέλευσις της «Υπαίθρου» [1223, 869, 1350, 900]
screenings-title: Προβολαί [842, 760, 965, 787]
straight-title: Ευθεία [1048, 702, 1143, 732]
excursions-text: ΤΟΥ ΣΥΛΛΟΓΟΥ ΦΙΛΩΝ «ΠΑΡΝΑΣΣΟΥ»: Ἀναχώρησις ὥρα 7 π.μ. ἀπὸ τὴν πλατεῖαν Ἀριστοτέλους διὰ Χορτιάτην. ΤΟΥ ΟΡΕΙΒΑΤΙΚΟΥ ΣΥΝΔΕΣΜΟΥ: Ἐκδρομὴ εἰς Ὄλυμπον. ΤΟΥ ΕΝΩΤΙΚΟΥ ΤΟΥ ΔΕΙΠΝΟΥ: Εἰς Κασσάνδραν. ΤΟΥ ΦΥΣΙΟΛΑΤΡΙΚΟΥ ΟΜΙΛΟΥ ΓΙΑΝΝΙΤΣΩΝ: Εἰς Ἔδεσσαν. ΤΟΥ ΣΥΛΛΟΓΟΥ ΑΛΠΙΝΙΣΤΩΝ: Εἰς Βέρμιον. [1005, 807, 1186, 957]
meeting-text: Οἱ ἀπόφοιτοι τοῦ Ἑλληνικοῦ Γυμνασίου τοῦ ἔτους 1939 θὰ συγκεντρωθοῦν τὸ Σάββατον εἰς τὸ ἑστιατόριον «Ὀλύμπιος». [813, 584, 995, 635]
memorials-heading: ΜΝΗΜΟΣΥΝΑ [858, 1203, 949, 1217]
column-verse-radio [457, 178, 619, 2304]
meetings-title: Συναντήσεις [823, 536, 985, 563]
grid-cell[interactable] [1410, 298, 1427, 314]
cinemas-heading: ΟΙ ΚΙΝΗΜΑΤΟΓΡΑΦΟΙ [261, 377, 427, 394]
grid-corner [1393, 214, 1410, 230]
grid-cell[interactable] [1460, 264, 1477, 281]
serial-text: Ὁ Ἀλμπὲρ ἀνεγνώρισε μὲ δυσκολία τὴν φωνὴ τοῦ παλαιοῦ του φίλου. Εἶχαν περάσει πολλὰ χρόνια ἀπὸ τὴν τελευταία τους συνάντησι καὶ ἡ ζωὴ εἶχε ἀλλάξει καὶ τοὺς δύο. «Θὰ ἔλθης ἀπόψε;» τὸν ρώτησε. Ὁ Ἀλμπὲρ δίστασε γιὰ μιὰ στιγμή, ἔπειτα ἀπήντησε ὅτι θὰ ἐρχόταν. Ἡ νύχτα ἔπεφτε ἀργὰ πάνω στὴν πόλι, καὶ τὰ φῶτα ἄναβαν ἕνα-ἕνα στοὺς δρόμους. Κανεὶς δὲν μποροῦσε νὰ φαντασθῇ τί θὰ ἐπακολουθοῦσε. [42, 1618, 231, 1780]
thanks-text: Εὐχαριστοῦμεν θερμῶς ὅλους ὅσοι μᾶς συνεπαρέστησαν εἰς τὴν κηδείαν τοῦ πολυαγαπημένου μας. [813, 1147, 995, 1197]
novel-text: Τὸ παιδὶ ἔμενε ἀκίνητο κοντὰ στὸ παράθυρο καὶ κοίταζε τὸ χιόνι ποὺ ἔπεφτε ἀδιάκοπα στὸν κῆπο. Ἡ μητέρα του τὸ φώναξε δύο φορές, ἀλλὰ ἐκεῖνο δὲν ἀπάντησε. «Τί κοιτάζεις;» τὸ ρώτησε τελικά, πλησιάζοντας. «Τὸ δέντρο», εἶπε τὸ παιδί. «Κάποιος στέκεται κάτω ἀπὸ τὸ δέντρο.» Ἡ γυναῖκα κοίταξε ἔξω, ἀλλὰ δὲν εἶδε τίποτε. Μόνο τὸ χιόνι καὶ τὴ σιωπὴ τῆς νύχτας. [1388, 1562, 1571, 1711]
grid-cell[interactable] [1511, 281, 1528, 298]
grid-cell[interactable] [1528, 314, 1544, 331]
grid-cell[interactable] [1528, 264, 1544, 281]
something-heading: ΚΑΤΙ ΕΙΧΕ.... [496, 184, 579, 198]
article-paragraph: ΠΟΛΥ τὸ ἐνδιαφέρον τῆς πόλεως διὰ τὴν ἔκθεσιν, ἡ ὁποία ἔκλεισε πρὸ ὀλίγων ἡμερῶν. Οἱ ἐπισκέπται ὑπῆρξαν περισσότεροι ἀπὸ κάθε ἄλλο ἔτος καὶ οἱ ἐκθέται ἐδήλωσαν ἱκανοποιημένοι. [42, 571, 231, 646]
spot-difference-title: ΕΙΝΑΙ ΟΜΟΙΑ ΚΑΙ ΟΜΩΣ ΔΙΑΦΕΡΟΥΝ... [658, 1865, 954, 1881]
province-text: ΟΛΥΜΠΙΟΝ: «Ἀπόσπασμα ἀιματηρῶν». ΠΑΛΛΑΣ: «Ἡ γυναῖκα καὶ ὁ διάβολος». ΑΛΚΑΖΑΡ: «Οἱ ἀγωνισταί». [243, 1073, 445, 1122]
festival-title: Εορτή αλκίμων εις Θερμοπύλας [1401, 933, 1553, 965]
letters-heading: ΑΛΛΗΛΟΓΡΑΦΙΑ [291, 1344, 397, 1359]
grid-cell[interactable] [1511, 264, 1528, 281]
grid-cell[interactable] [1528, 348, 1544, 365]
almanac-line: ΣΕΛΗΝΗ 2 ΗΜΕΡΩΝ [292, 97, 396, 108]
dinner-text: Συνεστίασις τῶν μελῶν τῆς Ἀδελφότητος Χαλκιδικέων θὰ γίνῃ εἰς τὸ κέντρον «Μεταλλεῖον». [813, 899, 995, 949]
crossword-solution-text: Ὁριζόντιοι: 1) Η ΣΑΛΠΙΝ. 2) ΝΟΡΕΙ. 3) ΜΠΟΑΣ. 4) ΟΥΛΑΣ. 5) ΕΚΛΑ. Κάθετοι: 1) ΗΝΟΜΙΝ. 2) ΣΑΛΑΣ. [1385, 596, 1569, 646]
solution-heading: Η ΛΥΣΙΣ ΤΟΥ ΧΘΕΣΙΝΟΥ [838, 492, 969, 503]
section-banner-title: ΜΑΚΕΔΟΝΙΚΑ [633, 89, 1129, 161]
grid-cell[interactable] [1477, 314, 1494, 331]
article-paragraph: Ἰνιστούτο—τῆς δημοσιεύσεως ἀπάντησιν μου, γ' αὐτὸ δὲ μοῦ ἐπιτρέψετε νὰ ἐπικαλεσθῶ τὴν φιλοξενία σας, τεμαχίζοντας σκέψεις—τὸ κατ' ἐμὲ—μία ἀντίδρασιν βιαστικήν. [243, 1126, 445, 1202]
grid-cell[interactable] [1511, 298, 1528, 314]
almanac-line: Βάκχου, Σεργίου, [303, 120, 386, 131]
suburbs-heading: ΣΥΝΟΙΚΙΑΚΟΙ—ΠΡΟΑΣΤΙΑ [260, 826, 428, 841]
anecdote-text: Κάποιος γέρος, φιλάργυρος, ἔγραψε τὴν διαθήκη του καὶ ἄφησε ὅλην του τὴν περιουσία εἰς τὸν γιατρὸν ποὺ τὸν ἐφρόντιζε. «Γιατί, θεῖε;» τὸν ρώτησαν οἱ ἀνεψιοί. «Διότι αὐτὸς μοῦ ἐχρέωνε κάθε φορὰ τὴν ὑγεία μου», ἀπήντησε. [457, 539, 619, 639]
memorial-text: Ἐπιμνημόσυνος δέησις θὰ τελεσθῇ τὴν Κυριακὴν εἰς τὸν ἱερὸν ναὸν Ἁγίας Σοφίας. [813, 1219, 995, 1257]
grid-cell[interactable] [1427, 314, 1444, 331]
grid-cell[interactable] [1544, 365, 1561, 382]
novel-heading: ΕΝΑ ΜΟΝΑΔΙΚΟΝ ΜΥΘΙΣΤΟΡΗΜΑ [1274, 1292, 1495, 1305]
upcoming-text: ΤΟΥ ΟΡΕΙΒΑΤΙΚΟΥ ΣΥΛΛΟΓΟΥ 25—28 Ὀκτ. Διήμερος ἐκδρομὴ εἰς Θάσον. ΤΟΥ ΟΜΙΛΟΥ ΦΥΣΙΟΛΑΤΡΩΝ 25—26 Ὀκτ. Εἰς Καστοριάν. ΤΟΥ ΣΥΝΔΕΣΜΟΥ ΣΚΑΠΑΝΕΩΝ: Εἰς Μέτσοβον. [1005, 1060, 1186, 1135]
grid-cell[interactable] [1477, 365, 1494, 382]
almanac-line: Πολυχρονίου, Καισαρίου [284, 131, 404, 142]
verse-subtitle: ΜΑΤΙΑ.... ΧΕΡΑΚΙΑ [476, 352, 600, 366]
grid-cell[interactable] [1528, 247, 1544, 264]
divider [249, 204, 439, 205]
first-run-text: ΑΕΛΛΩ: «Χιονάτη» 007 Ρὸδ — Μπράου Νο. ΑΝΑΤΟΛΙΑ: «Ἀφοῦ ὁ κόσμος τυχαίνει». ΑΘΗΝΑΙ: «Τὸ τελευταῖο μιτυλῆνι». ΔΙΟΝΥΣΙΑ: «Ἀληθής». ΕΓΝΑΤΙΑ: «Ἀλαμπάμα». ΗΛΥΣΙΑ: «Κ. Κώτσιγ». ΚΕΝΤΡΙΚΟΝ: «Δοῦνας». ΜΥΛΟΙ: «Οἱ γυναῖκες τοῦ μυστηρίου». ΟΛΥΜΠΙΟΝ: «Ἡ ἄγρια ἐποχή». [243, 415, 445, 528]
grid-cell[interactable] [1460, 348, 1477, 365]
grid-cell[interactable] [1427, 331, 1444, 348]
article-paragraph: Κύριον ζητεῖται ἡ Μακεδονία καὶ ἡ Θεσσαλονίκη προσφέρουν εἰς τὸν κόσμον τὰ πνευματικὰ των ἀγαθά. Πρέπει νὰ τονισθῇ ὅτι οἱ ἄνθρωποι τῆς πόλεως ἐργάζονται μὲ ζῆλον. [243, 1205, 445, 1268]
ships-title: Κίνησις πλοίων [1409, 868, 1545, 887]
province-text: ΟΛΥΜΠΙΟΝ: «Ἀπόσπασμα ἀιματηρῶν». ΠΑΛΛΑΣ: «Ἡ γυναῖκα καὶ ὁ διάβολος». ΑΛΚΑΖΑΡ: «Οἱ ἀγωνισταί». [243, 928, 445, 978]
radio-subtitle: ΣΤΑΘΜΟΣ ΘΕΣΣΑΛΟΝΙΚΗΣ [465, 816, 611, 828]
date-number: 7 [338, 64, 350, 82]
drama-heading: ΔΡΑΜΑ [319, 983, 369, 998]
funeral-text: Οἱ πενθοῦντες ἀναγγέλλομεν τὸν θάνατον τοῦ προσφιλοῦς μας συζύγου, πατρός καὶ πάππου. Ἡ κηδεία θὰ γίνῃ σήμερον ὥραν 3 μ.μ. ἐκ τοῦ ἱεροῦ ναοῦ Ἁγίου Δημητρίου. [1005, 1568, 1186, 1644]
meeting-heading: Του «Τ.Ο.Β.Ε.» [854, 640, 953, 655]
grid-cell[interactable] [1544, 281, 1561, 298]
grid-cell[interactable] [1511, 348, 1528, 365]
excursions-text: ΤΟΥ ΣΥΛΛΟΓΟΥ ΦΙΛΩΝ «ΠΑΡΝΑΣΣΟΥ»: Ἀναχώρησις ὥρα 7 π.μ. ἀπὸ τὴν πλατεῖαν Ἀριστοτέλους διὰ Χορτιάτην. ΤΟΥ ΟΡΕΙΒΑΤΙΚΟΥ ΣΥΝΔΕΣΜΟΥ: Ἐκδρομὴ εἰς Ὄλυμπον. ΤΟΥ ΕΝΩΤΙΚΟΥ ΤΟΥ ΔΕΙΠΝΟΥ: Εἰς Κασσάνδραν. ΤΟΥ ΦΥΣΙΟΛΑΤΡΙΚΟΥ ΟΜΙΛΟΥ ΓΙΑΝΝΙΤΣΩΝ: Εἰς Ἔδεσσαν. ΤΟΥ ΣΥΛΛΟΓΟΥ ΑΛΠΙΝΙΣΤΩΝ: Εἰς Βέρμιον. [1005, 1217, 1186, 1368]
column-crossword [1385, 178, 1569, 1286]
